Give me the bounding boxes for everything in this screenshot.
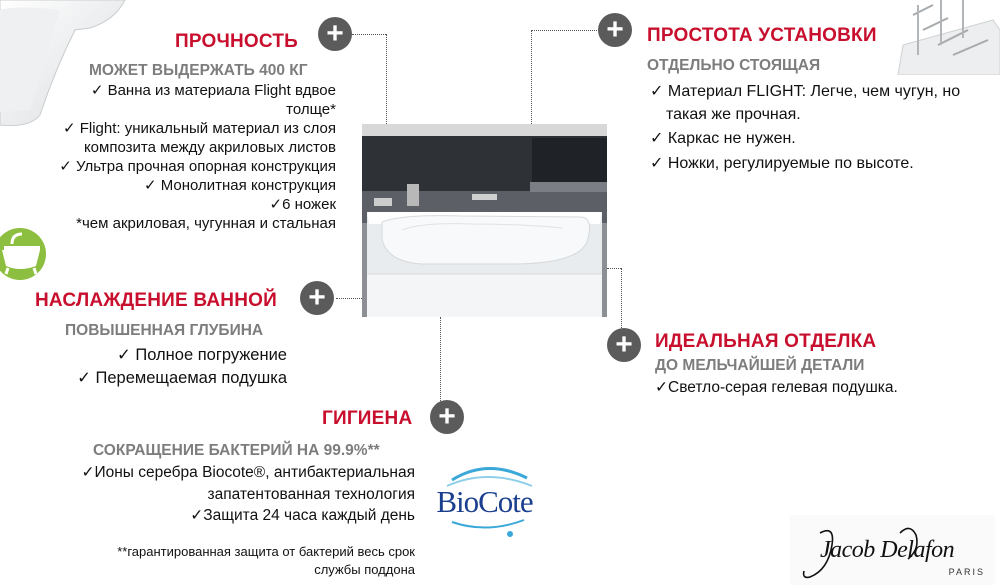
installation-title: ПРОСТОТА УСТАНОВКИ (647, 25, 877, 46)
hygiene-plus-button[interactable]: + (430, 400, 464, 434)
durability-title: ПРОЧНОСТЬ (175, 31, 299, 52)
durability-line: ✓ Монолитная конструкция (6, 176, 336, 195)
brand-signature: Jacob Delafon (820, 537, 955, 563)
finish-subtitle: ДО МЕЛЬЧАЙШЕЙ ДЕТАЛИ (655, 357, 865, 374)
enjoyment-item: ✓ Полное погружение (7, 344, 287, 367)
installation-line: ✓ Ножки, регулируемые по высоте. (650, 153, 995, 176)
bathtub-photo (362, 124, 607, 317)
enjoyment-subtitle: ПОВЫШЕННАЯ ГЛУБИНА (65, 322, 264, 339)
connector-line (621, 268, 622, 332)
hygiene-footnote-line: службы поддона (314, 562, 415, 577)
connector-line (531, 30, 532, 124)
enjoyment-title: НАСЛАЖДЕНИЕ ВАННОЙ (35, 290, 277, 311)
finish-title: ИДЕАЛЬНАЯ ОТДЕЛКА (655, 331, 877, 352)
finish-plus-button[interactable]: + (607, 328, 641, 362)
durability-plus-button[interactable]: + (318, 17, 352, 51)
durability-line: ✓ Flight: уникальный материал из слоя (6, 119, 336, 138)
brand-logo (790, 515, 995, 585)
durability-line: ✓ Ультра прочная опорная конструкция (6, 157, 336, 176)
biocote-logo (432, 462, 537, 542)
connector-line (336, 298, 362, 299)
hygiene-footnote-line: **гарантированная защита от бактерий весь срок (117, 544, 415, 559)
enjoyment-list (7, 344, 287, 390)
durability-list (6, 81, 336, 233)
bathtub-frame-image (893, 0, 1000, 75)
enjoyment-item: ✓ Перемещаемая подушка (7, 367, 287, 390)
durability-line: ✓6 ножек (269, 196, 336, 213)
hygiene-title: ГИГИЕНА (322, 408, 413, 429)
connector-line (440, 317, 441, 403)
connector-line (531, 30, 597, 31)
brand-city: PARIS (948, 567, 985, 577)
finish-item: ✓Светло-серая гелевая подушка. (655, 379, 898, 396)
durability-line: толще* (286, 101, 336, 118)
hygiene-line: запатентованная технология (207, 485, 415, 503)
durability-line: композита между акриловых листов (83, 139, 336, 156)
installation-line: такая же прочная. (666, 105, 801, 123)
hygiene-subtitle: СОКРАЩЕНИЕ БАКТЕРИЙ НА 99.9%** (93, 442, 380, 459)
installation-line: ✓ Каркас не нужен. (650, 128, 995, 151)
connector-line (386, 34, 387, 124)
hygiene-line: ✓Защита 24 часа каждый день (190, 507, 415, 524)
enjoyment-plus-button[interactable]: + (300, 281, 334, 315)
durability-line: ✓ Ванна из материала Flight вдвое (6, 81, 336, 100)
finish-list (655, 378, 898, 398)
installation-subtitle: ОТДЕЛЬНО СТОЯЩАЯ (647, 57, 821, 74)
hygiene-footnote (25, 543, 415, 579)
durability-footnote: *чем акриловая, чугунная и стальная (76, 215, 336, 232)
installation-line: ✓ Материал FLIGHT: Легче, чем чугун, но (650, 81, 995, 104)
durability-subtitle: МОЖЕТ ВЫДЕРЖАТЬ 400 КГ (89, 62, 308, 79)
installation-list (650, 81, 995, 175)
hygiene-list (25, 462, 415, 527)
biocote-logo-text: BioCote (436, 484, 533, 519)
connector-line (607, 268, 621, 269)
installation-plus-button[interactable]: + (598, 13, 632, 47)
connector-line (352, 34, 386, 35)
hygiene-line: ✓Ионы серебра Biocote®, антибактериальная (81, 464, 415, 481)
